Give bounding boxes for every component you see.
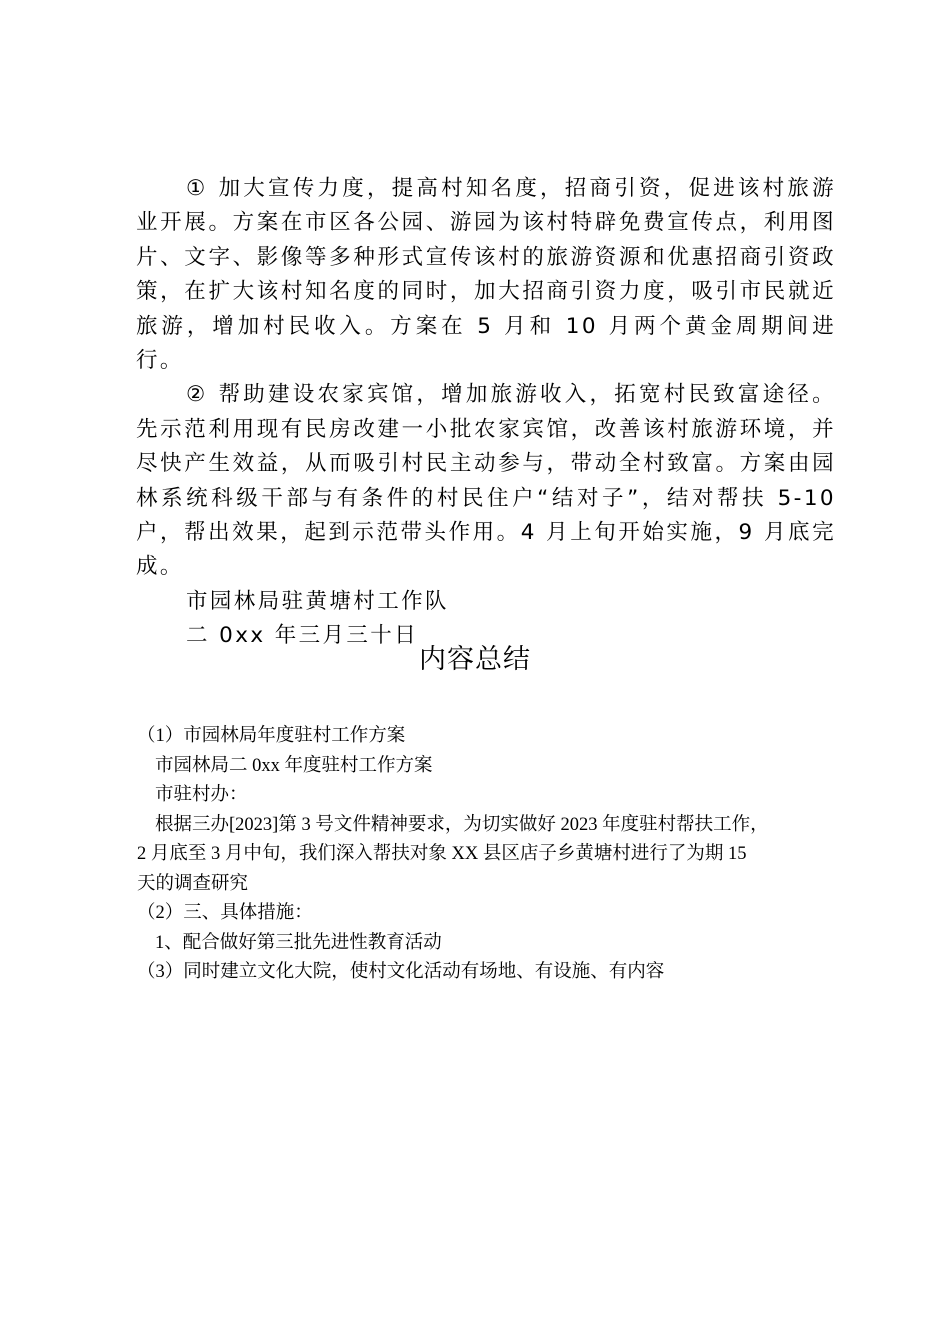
document-body: [136, 172, 836, 654]
body-paragraph-1: ① 加大宣传力度，提高村知名度，招商引资，促进该村旅游业开展。方案在市区各公园、游园为该村特辟免费宣传点，利用图片、文字、影像等多种形式宣传该村的旅游资源和优惠招商引资政策，在扩大该村知名度的同时，加大招商引资力度，吸引市民就近旅游，增加村民收入。方案在 5 月和 10 月两个黄金周期间进行。: [136, 176, 836, 374]
summary-line: 市园林局二 0xx 年度驻村工作方案: [155, 755, 433, 776]
summary-line: 2 月底至 3 月中旬，我们深入帮扶对象 XX 县区店子乡黄塘村进行了为期 15: [137, 844, 747, 864]
summary-line: 天的调查研究: [137, 873, 249, 894]
summary-section: [137, 722, 837, 988]
summary-line: 市驻村办：: [155, 785, 248, 805]
summary-line: 根据三办[2023]第 3 号文件精神要求，为切实做好 2023 年度驻村帮扶工作，: [155, 814, 769, 835]
summary-line: （1）市园林局年度驻村工作方案: [137, 726, 406, 746]
body-paragraph-2: ② 帮助建设农家宾馆，增加旅游收入，拓宽村民致富途径。先示范利用现有民房改建一小批农家宾馆，改善该村旅游环境，并尽快产生效益，从而吸引村民主动参与，带动全村致富。方案由园林系统科级干部与有条件的村民住户“结对子”，结对帮扶 5-10 户，帮出效果，起到示范带头作用。4 月上旬开始实施，9 月底完成。: [136, 382, 836, 580]
summary-title: 内容总结: [419, 644, 531, 675]
signature-line: 市园林局驻黄塘村工作队: [186, 588, 449, 614]
date-line: 二 0xx 年三月三十日: [186, 623, 419, 649]
summary-line: （3）同时建立文化大院，使村文化活动有场地、有设施、有内容: [137, 962, 665, 982]
summary-line: 1、配合做好第三批先进性教育活动: [155, 932, 442, 953]
summary-line: （2）三、具体措施：: [137, 903, 313, 923]
